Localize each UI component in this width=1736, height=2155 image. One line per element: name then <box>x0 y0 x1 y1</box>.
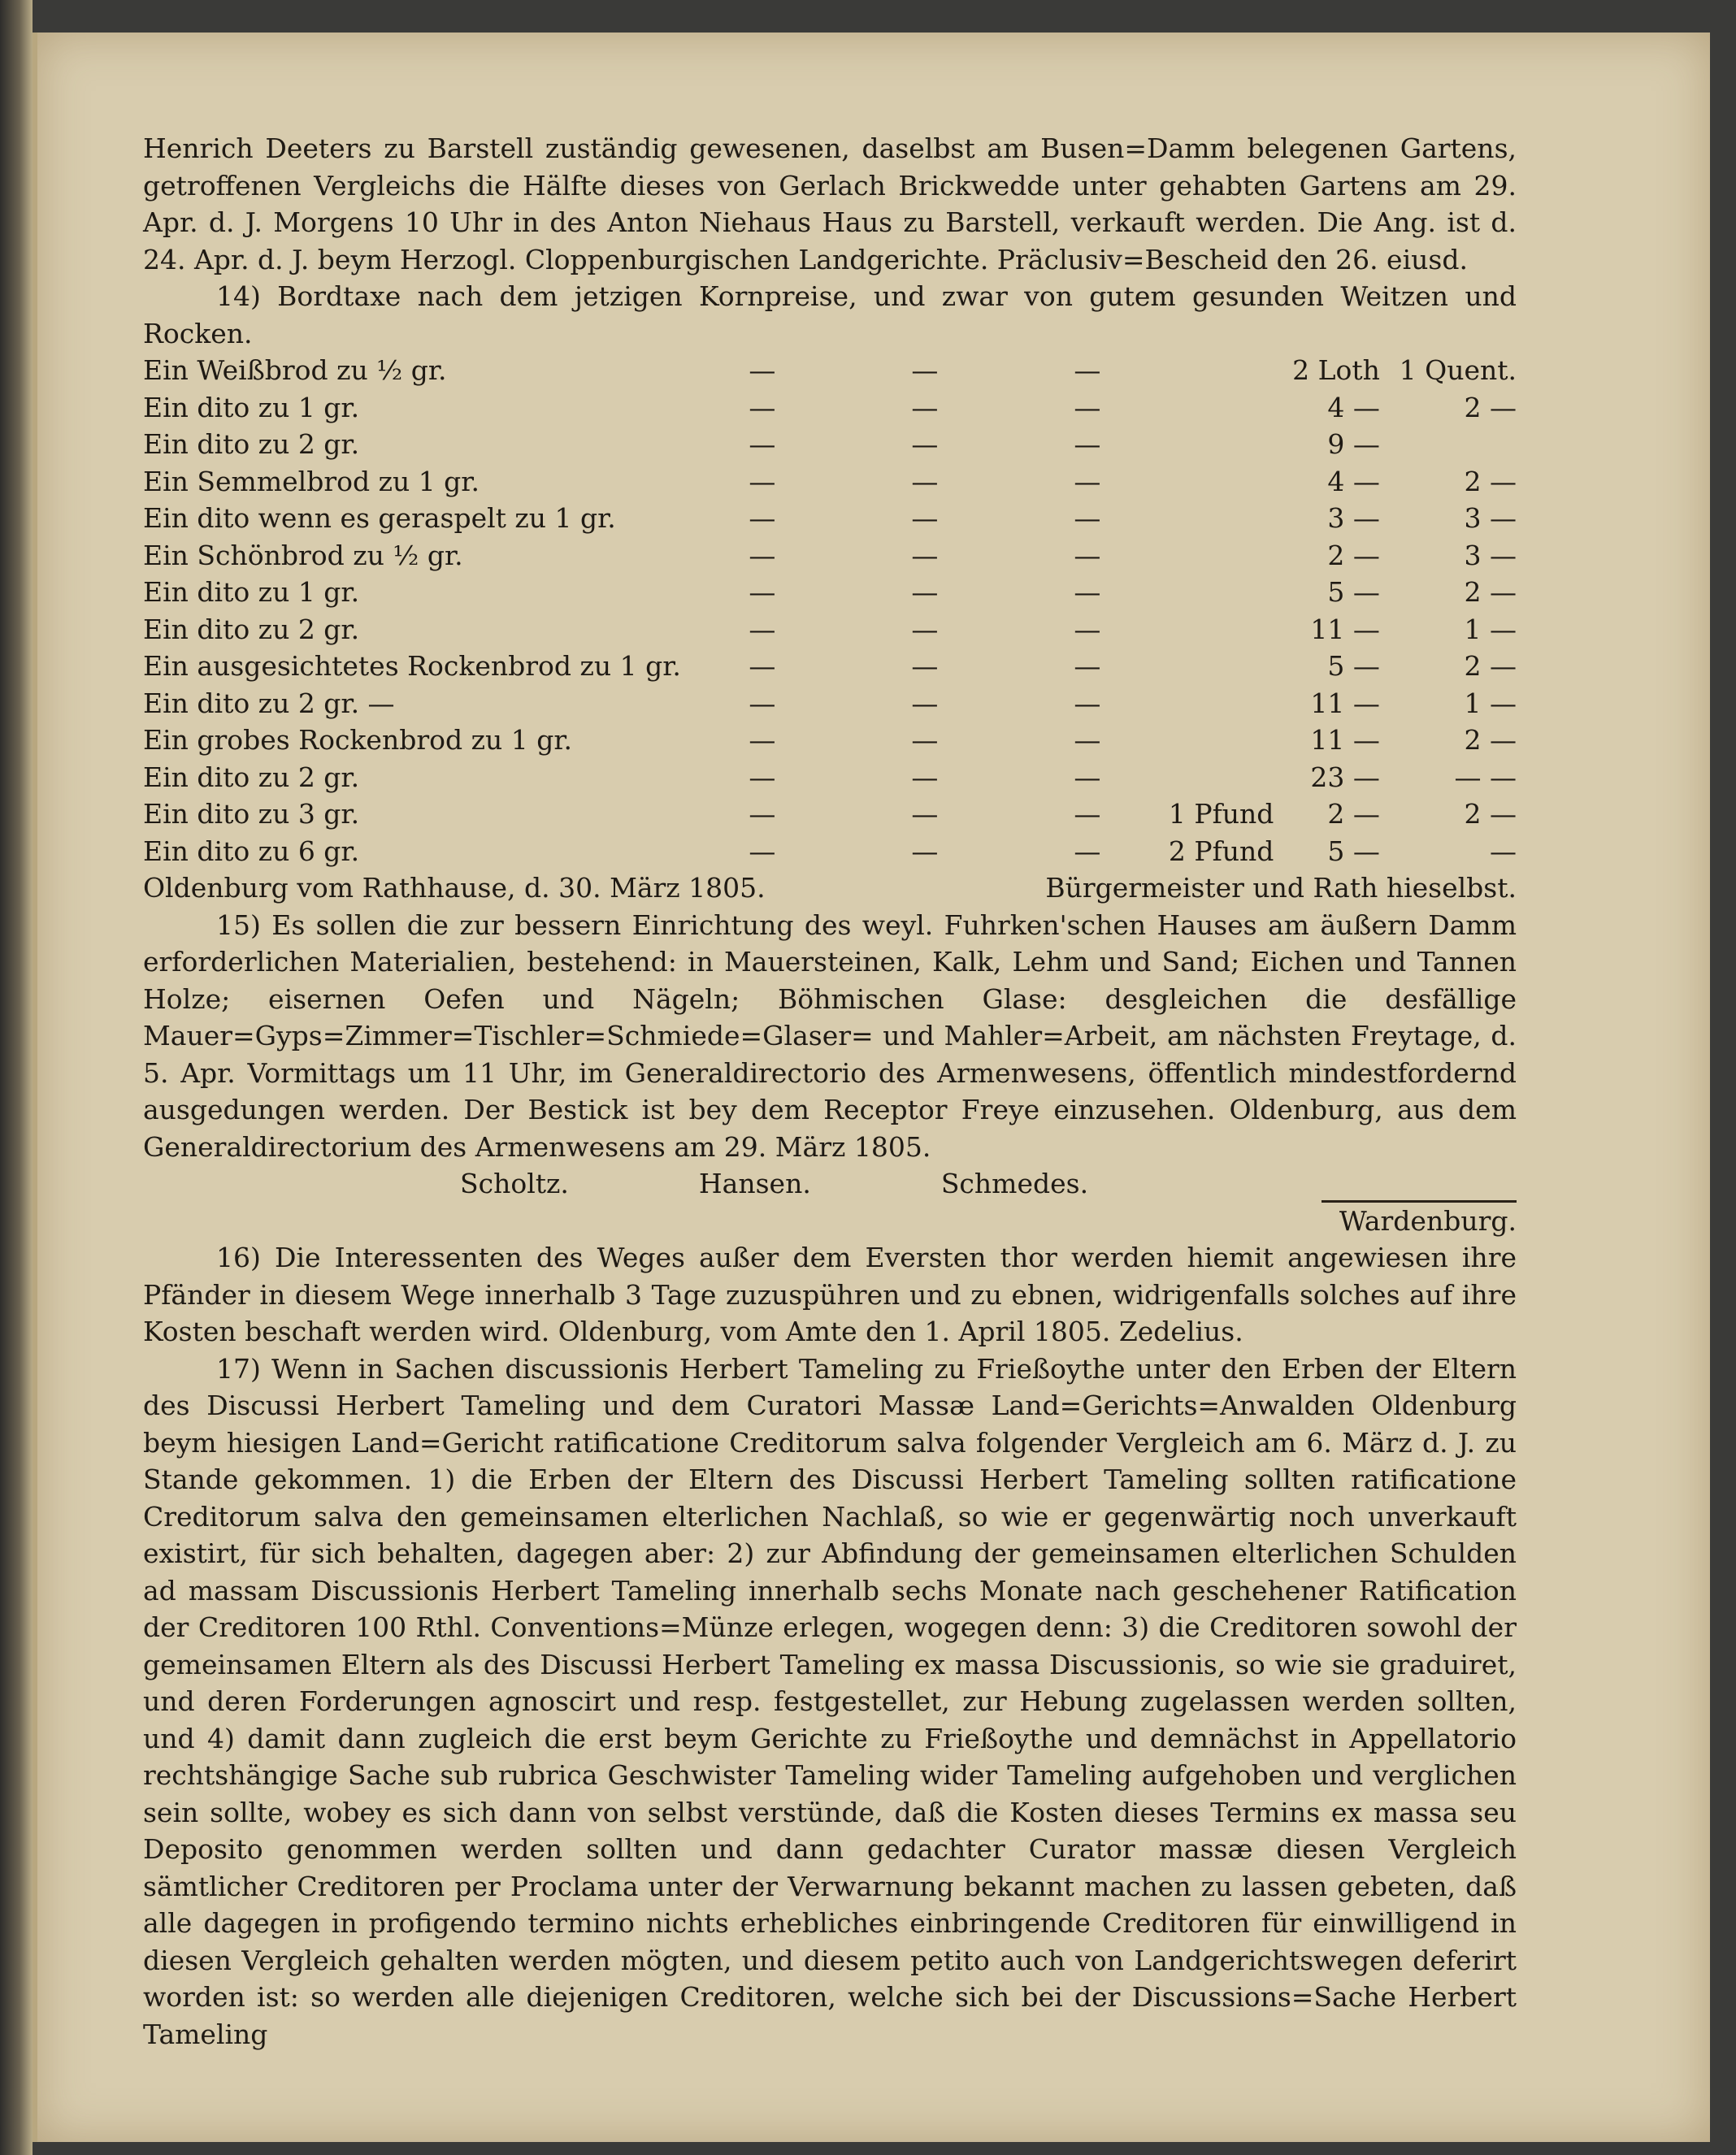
section-divider <box>1322 1188 1517 1203</box>
article-14-place-date: Oldenburg vom Rathhause, d. 30. März 1805. <box>143 872 766 904</box>
price-loth: 11 — <box>1310 687 1380 719</box>
price-loth: 5 — <box>1327 576 1380 608</box>
price-unit <box>1169 685 1282 722</box>
dash-1: — <box>749 798 776 830</box>
article-14-heading: 14) Bordtaxe nach dem jetzigen Kornpreise, und zwar von gutem gesunden Weitzen und Rocken. <box>143 280 1517 349</box>
dash-3: — <box>1074 613 1101 645</box>
dash-2: — <box>911 613 939 645</box>
price-item: Ein dito zu 2 gr. — <box>143 687 395 719</box>
article-16-place: Wardenburg. <box>1339 1204 1517 1237</box>
article-17-text: 17) Wenn in Sachen discussionis Herbert Tameling zu Frießoythe unter den Erben der Eltern des Discussi Herbert Tameling und dem Curatori Massæ Land=Gerichts=Anwalden Oldenburg beym hiesigen Land=Gericht ratificatione Creditorum salva folgender Vergleich am 6. März d. J. zu Stande gekommen. 1) die Erben der Eltern des Discussi Herbert Tameling sollten ratificatione Creditorum salva den gemeinsamen elterlichen Nachlaß, so wie er gegenwärtig noch unverkauft existirt, für sich behalten, dagegen aber: 2) zur Abfindung der gemeinsamen elterlichen Schulden ad massam Discussionis Herbert Tameling innerhalb sechs Monate nach geschehener Ratification der Creditoren 100 Rthl. Conventions=Münze erlegen, wogegen denn: 3) die Creditoren sowohl der gemeinsamen Eltern als des Discussi Herbert Tameling ex massa Discussionis, so wie sie graduiret, und deren Forderungen agnoscirt und resp. festgestellet, zur Hebung zugelassen werden sollten, und 4) damit dann zugleich die erst beym Gerichte zu Frießoythe und demnächst in Appellatorio rechtshängige Sache sub rubrica Geschwister Tameling wider Tameling aufgehoben und verglichen sein sollte, wobey es sich dann von selbst verstünde, daß die Kosten dieses Termins ex massa seu Deposito genommen werden sollten und dann gedachter Curator massæ diesen Vergleich sämtlicher Creditoren per Proclama unter der Verwarnung bekannt machen zu lassen gebeten, daß alle dagegen in profigendo termino nichts erhebliches einbringende Creditoren für einwilligend in diesen Vergleich gehalten werden mögten, und diesem petito auch von Landgerichtswegen deferirt worden ist: so werden alle diejenigen Creditoren, welche sich bei der Discussions=Sache Herbert Tameling <box>143 1352 1517 2050</box>
price-loth: 5 — <box>1327 650 1380 682</box>
dash-1: — <box>749 835 776 867</box>
price-unit <box>1169 537 1282 575</box>
price-unit <box>1169 611 1282 648</box>
dash-3: — <box>1074 539 1101 571</box>
price-quent: 2 — <box>1464 391 1517 423</box>
price-unit <box>1169 574 1282 611</box>
dash-3: — <box>1074 835 1101 867</box>
dash-1: — <box>749 650 776 682</box>
price-quent: 2 — <box>1464 724 1517 756</box>
dash-1: — <box>749 428 776 460</box>
price-unit <box>1169 648 1282 685</box>
dash-2: — <box>911 539 939 571</box>
dash-2: — <box>911 650 939 682</box>
price-unit: 2 Pfund <box>1168 835 1274 867</box>
dash-1: — <box>749 465 776 497</box>
dash-2: — <box>911 354 939 386</box>
price-quent: 1 — <box>1464 613 1517 645</box>
price-loth: 4 — <box>1327 465 1380 497</box>
dash-1: — <box>749 539 776 571</box>
signatory-1: Scholtz. <box>460 1168 569 1199</box>
price-loth: 2 — <box>1327 798 1380 830</box>
price-row <box>143 574 1517 611</box>
price-quent: 2 — <box>1464 650 1517 682</box>
dash-3: — <box>1074 798 1101 830</box>
price-unit: 1 Pfund <box>1168 798 1274 830</box>
dash-3: — <box>1074 576 1101 608</box>
price-item: Ein dito zu 6 gr. <box>143 835 360 867</box>
price-quent: 2 — <box>1464 798 1517 830</box>
bread-price-table <box>143 352 1517 869</box>
price-row <box>143 500 1517 537</box>
price-loth: 11 — <box>1310 724 1380 756</box>
dash-3: — <box>1074 354 1101 386</box>
book-gutter <box>0 0 33 2155</box>
article-15-signatures <box>143 1165 1517 1203</box>
dash-3: — <box>1074 761 1101 793</box>
price-row <box>143 722 1517 759</box>
dash-1: — <box>749 687 776 719</box>
price-unit <box>1169 722 1282 759</box>
article-16-text: 16) Die Interessenten des Weges außer dem Eversten thor werden hiemit angewiesen ihre Pfänder in diesem Wege innerhalb 3 Tage zuzuspühren und zu ebnen, widrigenfalls solches auf ihre Kosten beschaft werden wird. Oldenburg, vom Amte den 1. April 1805. Zedelius. <box>143 1242 1517 1347</box>
price-quent: — <box>1490 835 1517 867</box>
price-row <box>143 389 1517 427</box>
price-quent <box>1380 426 1517 463</box>
dash-2: — <box>911 798 939 830</box>
price-item: Ein dito zu 1 gr. <box>143 576 360 608</box>
dash-2: — <box>911 502 939 534</box>
price-item: Ein dito wenn es geraspelt zu 1 gr. <box>143 502 616 534</box>
price-unit <box>1169 426 1282 463</box>
dash-1: — <box>749 576 776 608</box>
dash-2: — <box>911 576 939 608</box>
price-row <box>143 426 1517 463</box>
dash-2: — <box>911 391 939 423</box>
dash-3: — <box>1074 428 1101 460</box>
price-unit <box>1169 352 1282 389</box>
signatory-3: Schmedes. <box>940 1168 1089 1199</box>
price-item: Ein dito zu 2 gr. <box>143 428 360 460</box>
price-unit <box>1169 389 1282 427</box>
price-row <box>143 537 1517 575</box>
dash-2: — <box>911 465 939 497</box>
dash-1: — <box>749 761 776 793</box>
price-loth: 11 — <box>1310 613 1380 645</box>
price-item: Ein Semmelbrod zu 1 gr. <box>143 465 480 497</box>
dash-3: — <box>1074 724 1101 756</box>
article-14-signature: Bürgermeister und Rath hieselbst. <box>1045 872 1517 904</box>
price-item: Ein dito zu 2 gr. <box>143 761 360 793</box>
price-quent: 3 — <box>1464 502 1517 534</box>
dash-2: — <box>911 724 939 756</box>
dash-3: — <box>1074 650 1101 682</box>
dash-3: — <box>1074 391 1101 423</box>
article-14-footer <box>143 869 1517 907</box>
price-quent: 1 Quent. <box>1399 354 1517 386</box>
price-item: Ein dito zu 1 gr. <box>143 391 360 423</box>
document-page <box>33 33 1710 2142</box>
price-unit <box>1169 759 1282 796</box>
dash-2: — <box>911 428 939 460</box>
price-item: Ein Schönbrod zu ½ gr. <box>143 539 463 571</box>
signatory-2: Hansen. <box>698 1168 811 1199</box>
dash-1: — <box>749 354 776 386</box>
dash-3: — <box>1074 502 1101 534</box>
price-row <box>143 648 1517 685</box>
price-quent: 2 — <box>1464 576 1517 608</box>
dash-1: — <box>749 613 776 645</box>
price-loth: 2 Loth <box>1292 354 1380 386</box>
price-quent: 3 — <box>1464 539 1517 571</box>
price-row <box>143 833 1517 870</box>
page-content <box>143 130 1517 2053</box>
price-row <box>143 611 1517 648</box>
price-unit <box>1169 463 1282 501</box>
price-item: Ein dito zu 2 gr. <box>143 613 360 645</box>
price-quent: 1 — <box>1464 687 1517 719</box>
price-loth: 2 — <box>1327 539 1380 571</box>
price-item: Ein ausgesichtetes Rockenbrod zu 1 gr. <box>143 650 681 682</box>
price-row <box>143 352 1517 389</box>
price-row <box>143 796 1517 833</box>
article-15-text: 15) Es sollen die zur bessern Einrichtung des weyl. Fuhrken'schen Hauses am äußern Damm erforderlichen Materialien, bestehend: in Mauersteinen, Kalk, Lehm und Sand; Eichen und Tannen Holze; eisernen Oefen und Nägeln; Böhmischen Glase: desgleichen die desfällige Mauer=Gyps=Zimmer=Tischler=Schmiede=Glaser= und Mahler=Arbeit, am nächsten Freytage, d. 5. Apr. Vormittags um 11 Uhr, im Generaldirectorio des Armenwesens, öffentlich mindestfordernd ausgedungen werden. Der Bestick ist bey dem Receptor Freye einzusehen. Oldenburg, aus dem Generaldirectorium des Armenwesens am 29. März 1805. <box>143 908 1517 1163</box>
price-loth: 3 — <box>1327 502 1380 534</box>
price-quent: 2 — <box>1464 465 1517 497</box>
dash-1: — <box>749 724 776 756</box>
price-item: Ein dito zu 3 gr. <box>143 798 360 830</box>
price-row <box>143 685 1517 722</box>
dash-1: — <box>749 502 776 534</box>
price-loth: 4 — <box>1327 391 1380 423</box>
dash-2: — <box>911 687 939 719</box>
dash-1: — <box>749 391 776 423</box>
price-unit <box>1169 500 1282 537</box>
article-13-continuation: Henrich Deeters zu Barstell zuständig gewesenen, daselbst am Busen=Damm belegenen Gartens, getroffenen Vergleichs die Hälfte dieses von Gerlach Brickwedde unter gehabten Gartens am 29. Apr. d. J. Morgens 10 Uhr in des Anton Niehaus Haus zu Barstell, verkauft werden. Die Ang. ist d. 24. Apr. d. J. beym Herzogl. Cloppenburgischen Landgerichte. Präclusiv=Bescheid den 26. eiusd. <box>143 132 1517 275</box>
price-quent: — — <box>1454 761 1517 793</box>
price-loth: 9 — <box>1327 428 1380 460</box>
price-loth: 5 — <box>1327 835 1380 867</box>
price-row <box>143 759 1517 796</box>
dash-3: — <box>1074 465 1101 497</box>
dash-3: — <box>1074 687 1101 719</box>
dash-2: — <box>911 835 939 867</box>
dash-2: — <box>911 761 939 793</box>
price-item: Ein Weißbrod zu ½ gr. <box>143 354 447 386</box>
price-loth: 23 — <box>1310 761 1380 793</box>
price-item: Ein grobes Rockenbrod zu 1 gr. <box>143 724 572 756</box>
price-row <box>143 463 1517 501</box>
